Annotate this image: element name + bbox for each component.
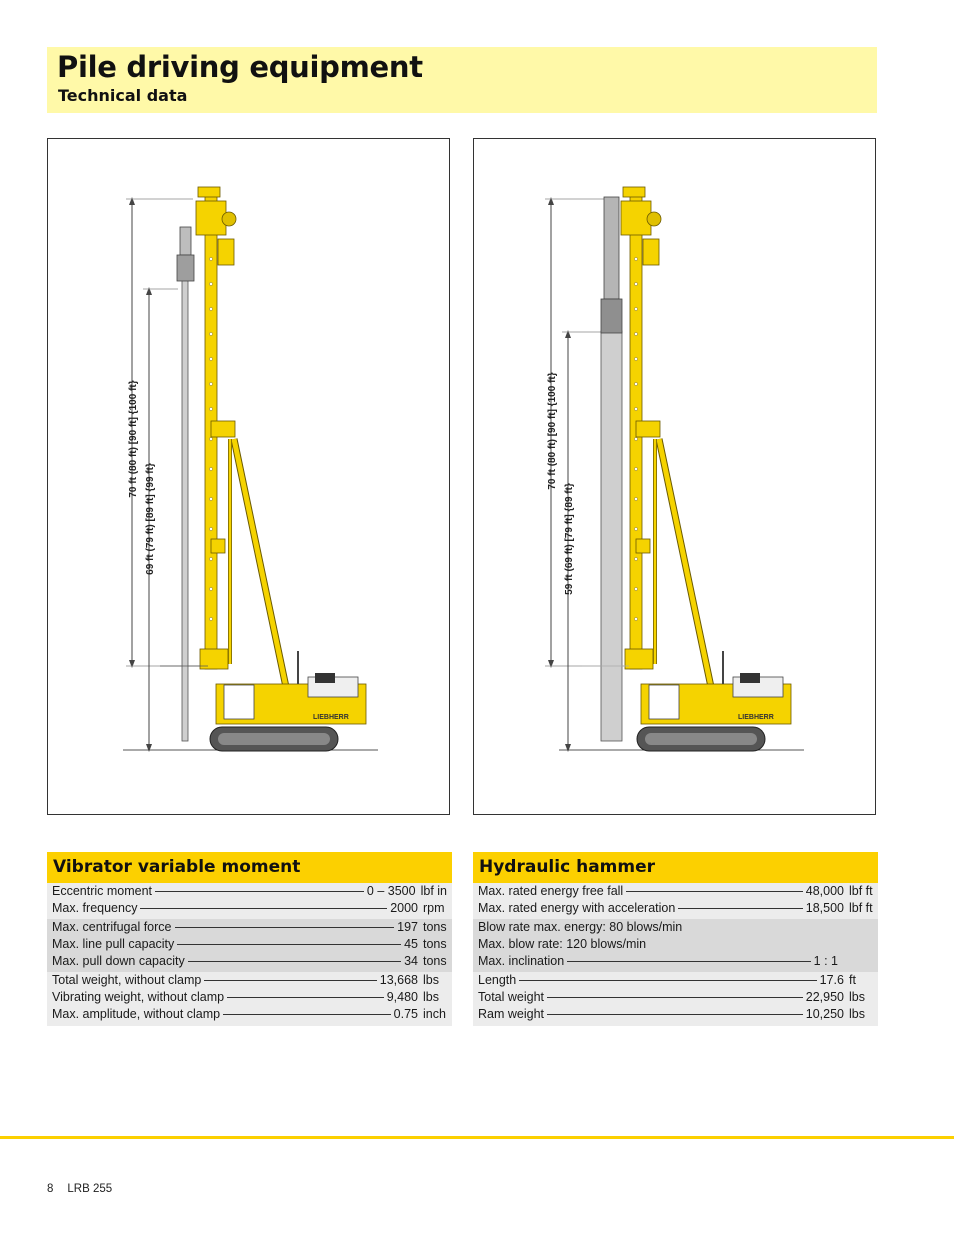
spec-row xyxy=(47,973,452,990)
hammer-rig-illustration xyxy=(474,139,877,816)
spec-value: 18,500 xyxy=(805,900,844,915)
spec-value: 17.6 xyxy=(819,973,844,988)
model-name: LRB 255 xyxy=(67,1183,113,1195)
spec-unit: ft xyxy=(849,973,856,988)
hammer-spec-panel xyxy=(473,852,878,1026)
spec-row xyxy=(47,884,452,901)
footer-divider xyxy=(0,1136,954,1139)
spec-unit: lbs xyxy=(423,990,439,1005)
spec-unit: lbs xyxy=(849,1006,865,1021)
spec-label: Max. pull down capacity xyxy=(52,953,185,968)
spec-value: 1 : 1 xyxy=(813,953,838,968)
spec-label: Max. amplitude, without clamp xyxy=(52,1006,221,1021)
spec-label: Ram weight xyxy=(478,1006,544,1021)
spec-value: 10,250 xyxy=(805,1006,844,1021)
vibrator-rig-illustration xyxy=(48,139,451,816)
spec-unit: lbf ft xyxy=(849,884,873,898)
page-number: 8 xyxy=(47,1183,54,1195)
spec-unit: lbf in xyxy=(420,884,447,898)
spec-row xyxy=(47,937,452,954)
vibrator-group-1 xyxy=(47,883,452,919)
spec-label: Max. blow rate: 120 blows/min xyxy=(478,937,647,952)
spec-value: 13,668 xyxy=(379,973,418,988)
spec-value: 0.75 xyxy=(393,1006,418,1021)
dimension-label-outer: 70 ft (80 ft) [90 ft] {100 ft} xyxy=(547,372,558,490)
spec-unit: lbs xyxy=(423,973,439,988)
spec-label: Total weight xyxy=(478,990,545,1005)
spec-row xyxy=(473,1007,878,1024)
spec-row xyxy=(47,954,452,971)
spec-value: 45 xyxy=(404,937,418,952)
spec-row xyxy=(47,901,452,918)
spec-row xyxy=(473,937,878,954)
spec-value: 22,950 xyxy=(805,990,844,1005)
spec-row xyxy=(473,973,878,990)
spec-row xyxy=(473,920,878,937)
vibrator-panel-header xyxy=(47,852,452,883)
vibrator-panel-title: Vibrator variable moment xyxy=(53,857,301,877)
spec-row xyxy=(473,884,878,901)
spec-label: Max. rated energy with acceleration xyxy=(478,900,676,915)
hammer-group-1 xyxy=(473,883,878,919)
spec-label: Length xyxy=(478,973,517,988)
spec-value: 197 xyxy=(397,920,418,935)
spec-label: Max. centrifugal force xyxy=(52,920,172,935)
spec-row xyxy=(47,1007,452,1024)
vibrator-rig-drawing xyxy=(47,138,450,815)
hammer-group-3 xyxy=(473,972,878,1025)
spec-label: Max. rated energy free fall xyxy=(478,884,624,898)
page-subtitle: Technical data xyxy=(58,86,188,105)
spec-row xyxy=(47,920,452,937)
spec-label: Max. line pull capacity xyxy=(52,937,175,952)
spec-label: Vibrating weight, without clamp xyxy=(52,990,225,1005)
page-footer xyxy=(47,1183,112,1195)
dimension-label-inner: 59 ft (69 ft) [79 ft] {89 ft} xyxy=(564,483,575,595)
dimension-label-inner: 69 ft (79 ft) [89 ft] {99 ft} xyxy=(145,463,156,575)
vibrator-group-3 xyxy=(47,972,452,1025)
spec-value: 9,480 xyxy=(386,990,418,1005)
spec-value: 34 xyxy=(404,953,418,968)
hammer-panel-header xyxy=(473,852,878,883)
spec-row xyxy=(47,990,452,1007)
vibrator-group-2 xyxy=(47,919,452,972)
spec-unit: tons xyxy=(423,937,447,952)
spec-unit: lbf ft xyxy=(849,900,873,915)
spec-label: Total weight, without clamp xyxy=(52,973,202,988)
hammer-panel-title: Hydraulic hammer xyxy=(479,857,656,877)
brand-label: LIEBHERR xyxy=(313,714,349,721)
spec-label: Max. frequency xyxy=(52,900,138,915)
spec-row xyxy=(473,990,878,1007)
spec-unit: lbs xyxy=(849,990,865,1005)
spec-label: Max. inclination xyxy=(478,953,565,968)
hammer-group-2 xyxy=(473,919,878,972)
spec-unit: rpm xyxy=(423,900,445,915)
vibrator-spec-panel xyxy=(47,852,452,1026)
spec-label: Eccentric moment xyxy=(52,884,153,898)
spec-row xyxy=(473,901,878,918)
brand-label: LIEBHERR xyxy=(738,714,774,721)
spec-value: 2000 xyxy=(390,900,418,915)
spec-label: Blow rate max. energy: 80 blows/min xyxy=(478,920,683,935)
dimension-label-outer: 70 ft (80 ft) [90 ft] {100 ft} xyxy=(128,380,139,498)
spec-row xyxy=(473,954,878,971)
page-header xyxy=(47,47,877,113)
spec-unit: tons xyxy=(423,920,447,935)
spec-unit: inch xyxy=(423,1006,446,1021)
spec-unit: tons xyxy=(423,953,447,968)
spec-value: 48,000 xyxy=(805,884,844,898)
spec-value: 0 – 3500 xyxy=(366,884,416,898)
page-title: Pile driving equipment xyxy=(57,50,423,84)
hammer-rig-drawing xyxy=(473,138,876,815)
